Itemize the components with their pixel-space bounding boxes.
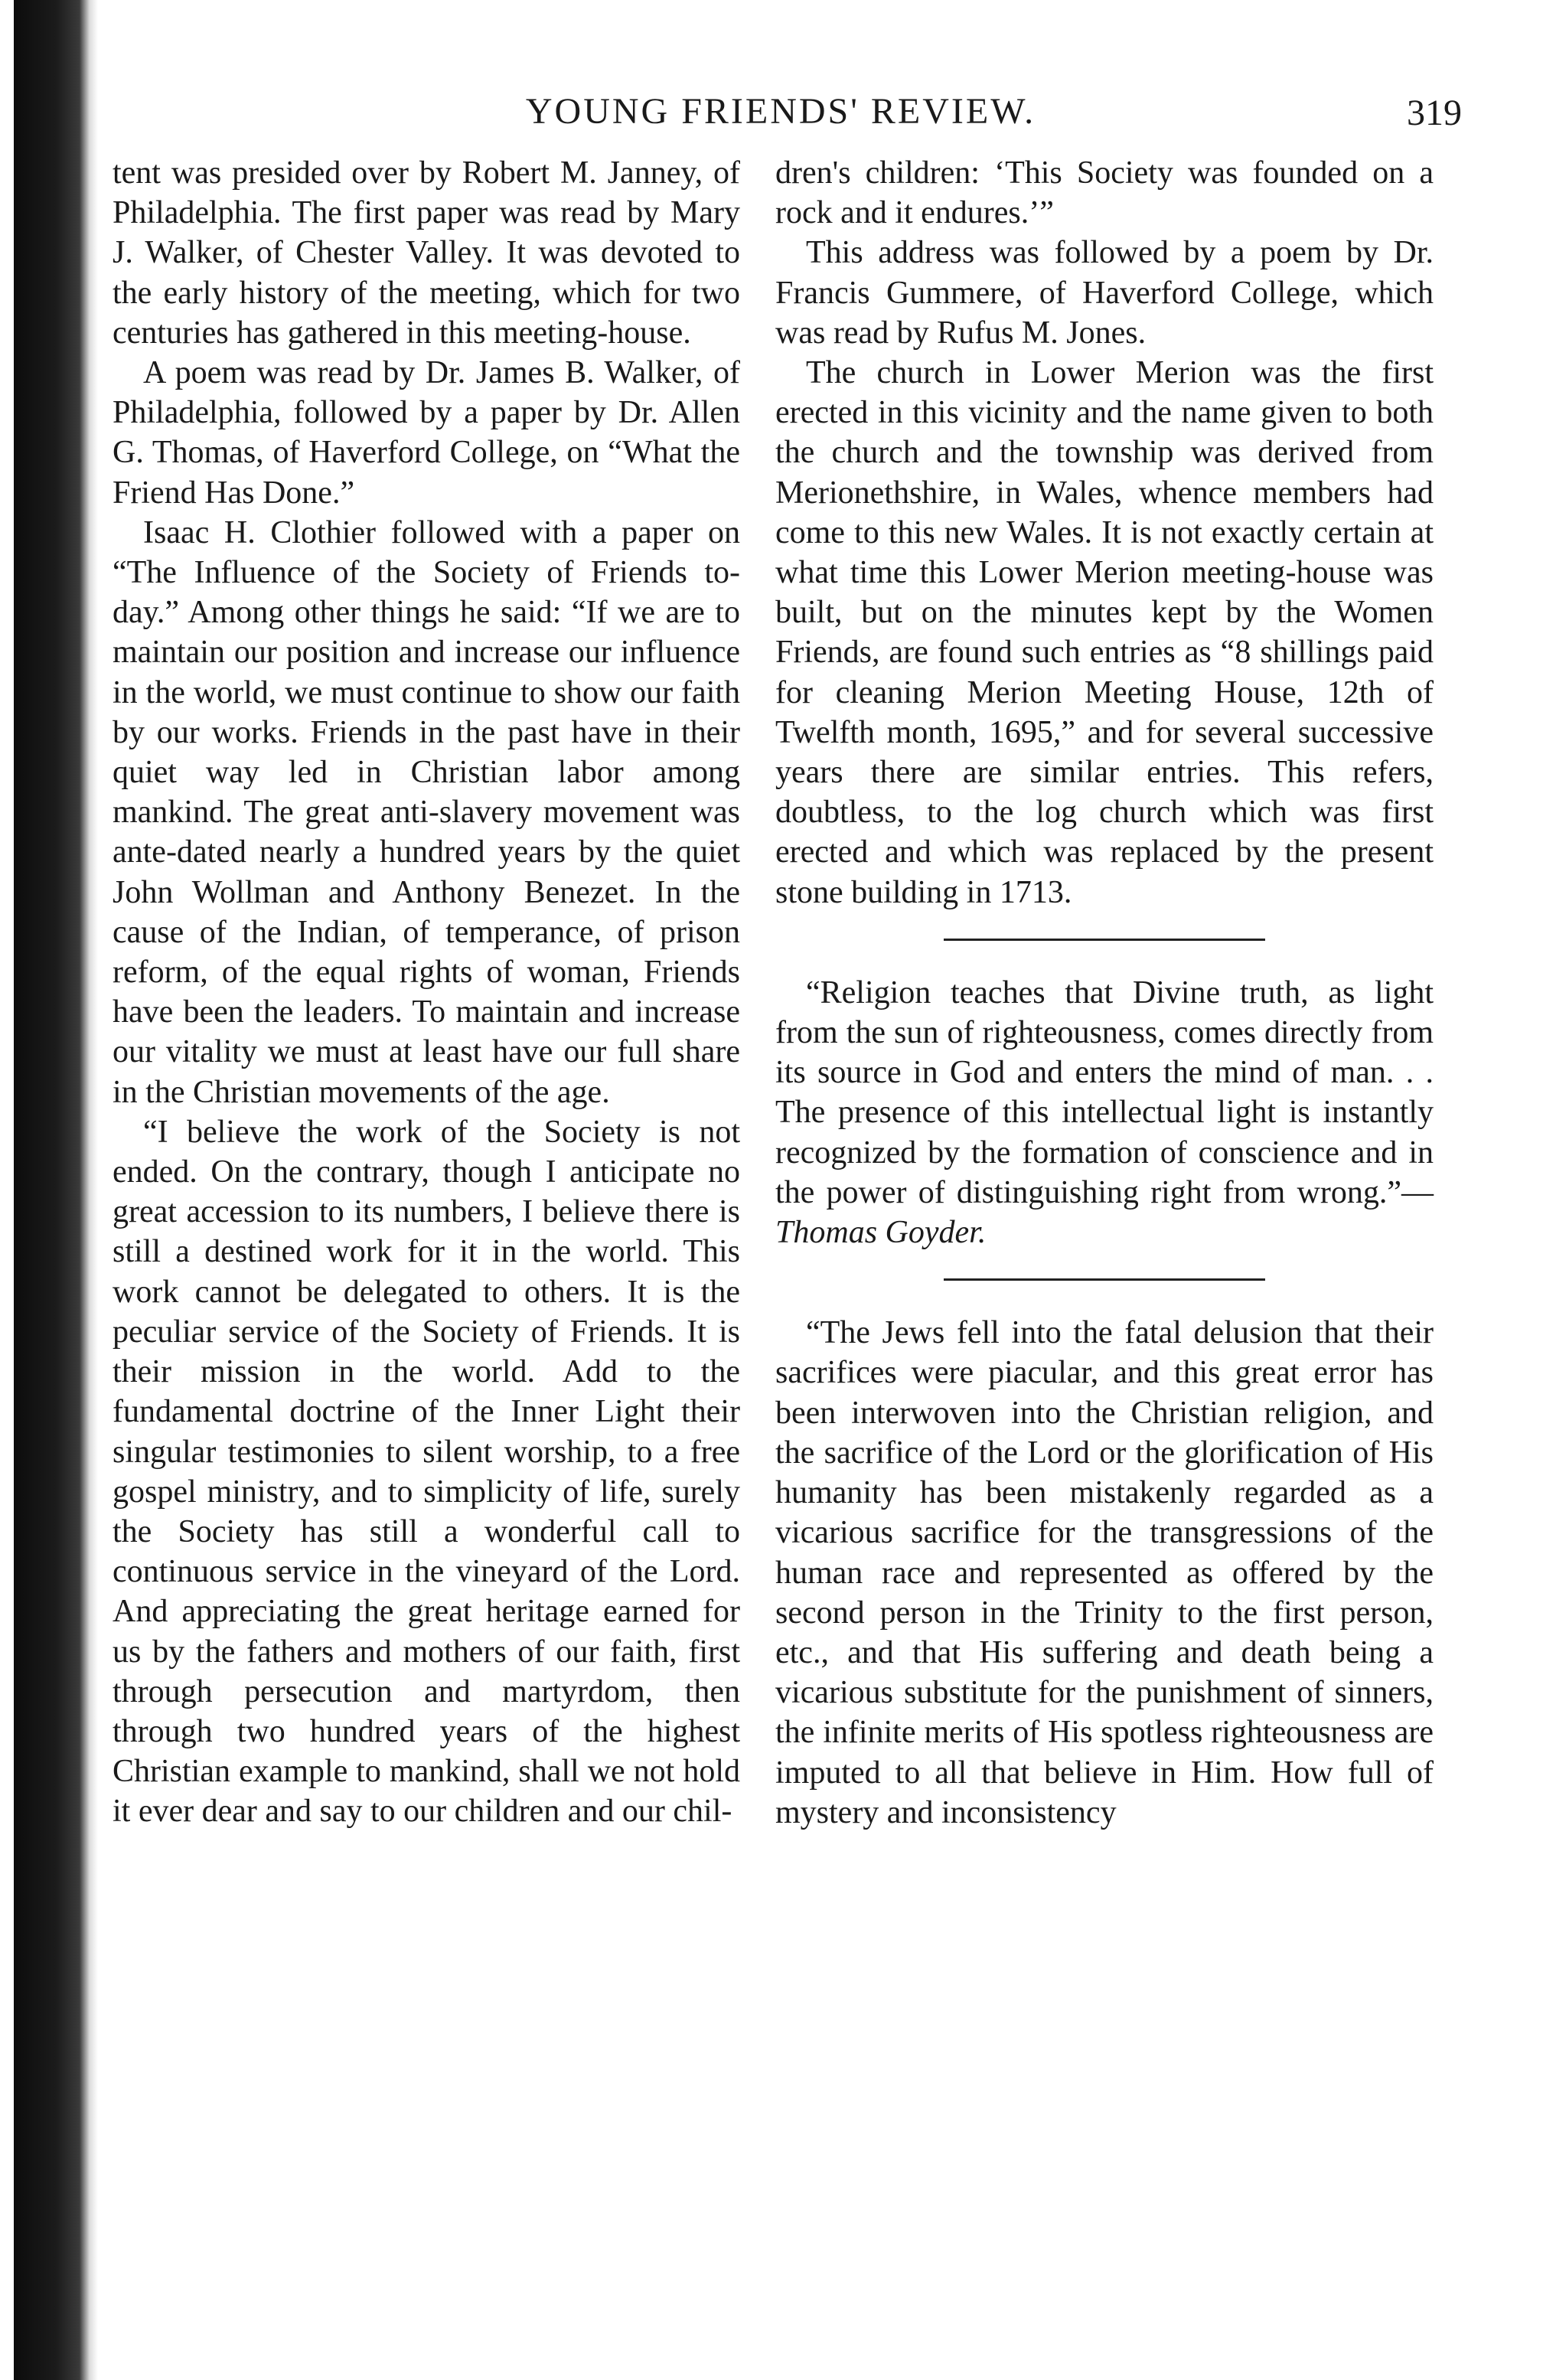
page-header [99, 90, 1462, 144]
paragraph-society-work: “I believe the work of the Society is not ended. On the contrary, though I anticipate no great accession to its numbers, I believe there is still a destined work for it in the world. This work cannot be delegated to others. It is the peculiar service of the Society of Friends. It is their mission in the world. Add to the fundamental doctrine of the Inner Light their singular testimonies to silent worship, to a free gospel ministry, and to simplicity of life, surely the Society has still a wonderful call to continuous service in the vineyard of the Lord. And appreciating the great heritage earned for us by the fathers and mothers of our faith, first through persecution and martyrdom, then through two hundred years of the highest Christian example to mankind, shall we not hold it ever dear and say to our children and our chil- [113, 1114, 740, 1830]
paragraph-poem-walker: A poem was read by Dr. James B. Walker, of Philadelphia, followed by a paper by Dr. Allen G. Thomas, of Haverford College, on “What the Friend Has Done.” [113, 355, 740, 511]
paragraph-gummere-poem: This address was followed by a poem by Dr. Francis Gummere, of Haverford College, which was read by Rufus M. Jones. [775, 235, 1434, 351]
left-column [113, 153, 740, 1832]
paragraph-meeting-history: tent was presided over by Robert M. Janney, of Philadelphia. The first paper was read by Mary J. Walker, of Chester Valley. It was devoted to the early history of the meeting, which for two centuries has gathered in this meeting-house. [113, 155, 740, 351]
quote-religion [775, 973, 1434, 1252]
page-number: 319 [1407, 93, 1462, 133]
quote-attribution: Thomas Goyder. [775, 1215, 987, 1251]
paragraph-clothier: Isaac H. Clothier followed with a paper on “The Influence of the Society of Friends to-day.” Among other things he said: “If we are to maintain our position and increase our influence in the world, we must continue to show our faith by our works. Friends in the past have in their quiet way led in Christian labor among mankind. The great anti-slavery movement was ante-dated nearly a hundred years by the quiet John Wollman and Anthony Benezet. In the cause of the Indian, of temperance, of prison reform, of the equal rights of woman, Friends have been the leaders. To maintain and increase our vitality we must at least have our full share in the Christian movements of the age. [113, 514, 740, 1110]
paragraph-lower-merion: The church in Lower Merion was the first erected in this vicinity and the name given to both the church and the township was derived from Merionethshire, in Wales, whence members had come to this new Wales. It is not exactly certain at what time this Lower Merion meeting-house was built, but on the minutes kept by the Women Friends, are found such entries as “8 shillings paid for cleaning Merion Meeting House, 12th of Twelfth month, 1695,” and for several successive years there are similar entries. This refers, doubtless, to the log church which was first erected and which was replaced by the present stone building in 1713. [775, 355, 1434, 910]
quote-jews-delusion: “The Jews fell into the fatal delusion that their sacrifices were piacular, and this great error has been interwoven into the Christian religion, and the sacrifice of the Lord or the glorification of His humanity has been mistakenly regarded as a vicarious sacrifice for the transgressions of the human race and represented as offered by the second person in the Trinity to the first person, etc., and that His suffering and death being a vicarious substitute for the punishment of sinners, the infinite merits of His spotless righteousness are imputed to all that believe in Him. How full of mystery and inconsistency [775, 1315, 1434, 1830]
section-divider [944, 1278, 1265, 1281]
right-column [775, 153, 1434, 1833]
section-divider [944, 939, 1265, 941]
paragraph-continuation: dren's children: ‘This Society was founded on a rock and it endures.’” [775, 155, 1434, 231]
running-title: YOUNG FRIENDS' REVIEW. [525, 91, 1036, 132]
page-binding-edge [14, 0, 98, 2380]
quote-religion-text: “Religion teaches that Divine truth, as light from the sun of righteousness, comes directly from its source in God and enters the mind of man. . . The presence of this intellectual light is instantly recognized by the formation of conscience and in the power of distinguishing right from wrong.”— [775, 975, 1434, 1210]
